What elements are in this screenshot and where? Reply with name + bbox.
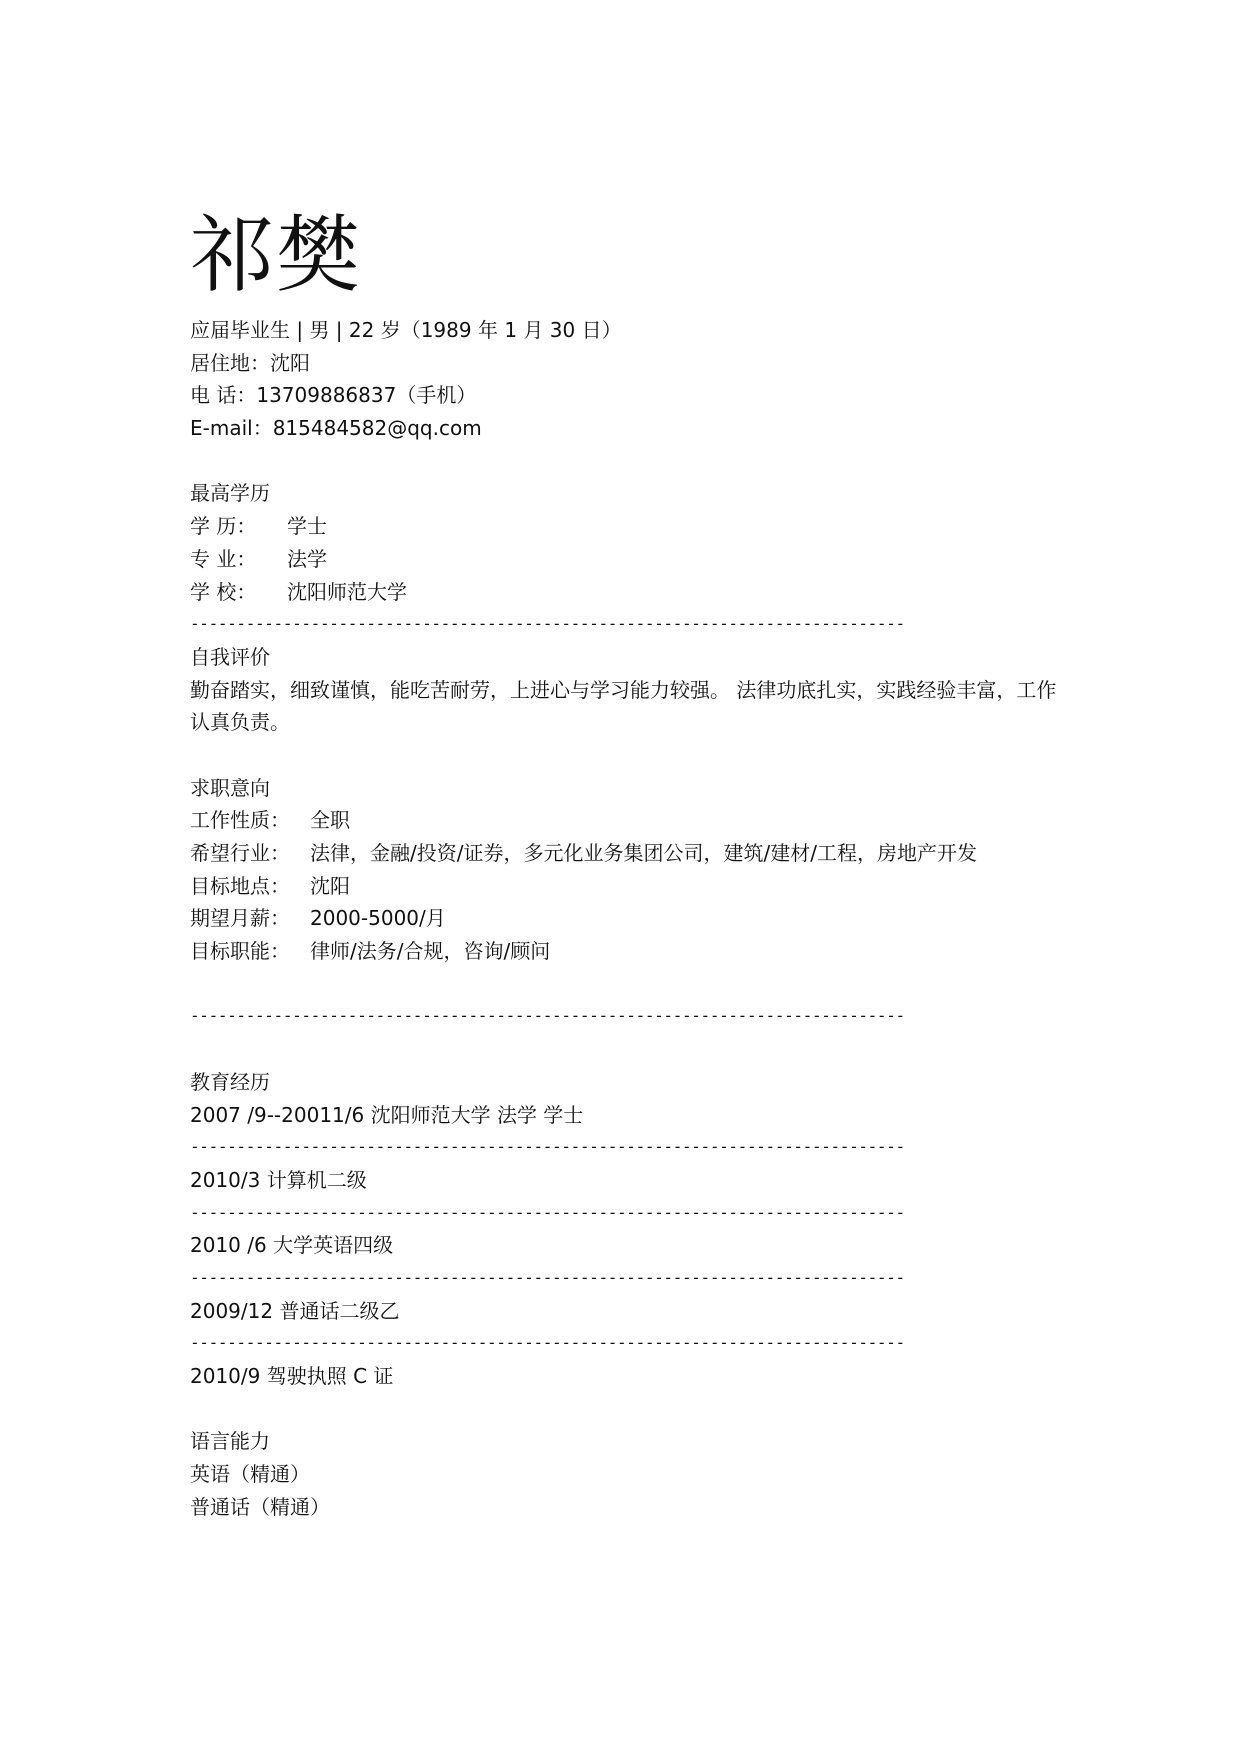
resume-name: 祁樊 (190, 206, 363, 304)
job-intent-location-label: 目标地点： (190, 873, 290, 898)
spacer (190, 445, 1090, 478)
job-intent-type-value: 全职 (310, 808, 350, 833)
separator-line: ----------------------------------------------------------------------------- (190, 1006, 905, 1026)
residence-line: 居住地：沈阳 (190, 350, 310, 375)
education-history-entry: 2010 /6 大学英语四级 (190, 1233, 394, 1258)
self-eval-text: 勤奋踏实，细致谨慎，能吃苦耐劳，上进心与学习能力较强。 法律功底扎实，实践经验丰富，工作认真负责。 (190, 677, 1057, 735)
top-education-school-row (190, 576, 1090, 609)
job-intent-type-row (190, 804, 1090, 837)
top-education-school-label: 学 校： (190, 579, 257, 604)
top-education-major-value: 法学 (287, 546, 327, 571)
top-education-degree-row (190, 510, 1090, 543)
job-intent-industry-row (190, 837, 1090, 870)
job-intent-industry-value: 法律，金融/投资/证券，多元化业务集团公司，建筑/建材/工程，房地产开发 (310, 841, 977, 866)
spacer (190, 1393, 1090, 1426)
section-title-language: 语言能力 (190, 1429, 270, 1454)
top-education-degree-label: 学 历： (190, 514, 257, 539)
job-intent-function-row (190, 935, 1090, 968)
section-title-education-history: 教育经历 (190, 1069, 270, 1094)
email-line: E-mail：815484582@qq.com (190, 416, 482, 441)
language-item: 英语（精通） (190, 1462, 310, 1487)
spacer (190, 739, 1090, 772)
job-intent-location-value: 沈阳 (310, 873, 350, 898)
job-intent-salary-row (190, 902, 1090, 935)
separator-line: ----------------------------------------------------------------------------- (190, 1202, 905, 1222)
section-title-job-intent: 求职意向 (190, 775, 270, 800)
job-intent-salary-label: 期望月薪： (190, 906, 290, 931)
top-education-major-label: 专 业： (190, 546, 257, 571)
section-title-self-eval: 自我评价 (190, 644, 270, 669)
education-history-entry: 2009/12 普通话二级乙 (190, 1298, 400, 1323)
job-intent-function-label: 目标职能： (190, 939, 290, 964)
top-education-degree-value: 学士 (287, 514, 327, 539)
education-history-entry: 2010/9 驾驶执照 C 证 (190, 1364, 394, 1389)
spacer (190, 968, 1090, 1001)
job-intent-location-row (190, 870, 1090, 903)
language-item: 普通话（精通） (190, 1494, 330, 1519)
separator-line: ----------------------------------------------------------------------------- (190, 614, 905, 634)
job-intent-industry-label: 希望行业： (190, 841, 290, 866)
top-education-school-value: 沈阳师范大学 (287, 579, 407, 604)
education-history-entry: 2007 /9--20011/6 沈阳师范大学 法学 学士 (190, 1102, 584, 1127)
job-intent-type-label: 工作性质： (190, 808, 290, 833)
resume-content (190, 314, 1090, 1523)
top-education-major-row (190, 543, 1090, 576)
separator-line: ----------------------------------------------------------------------------- (190, 1137, 905, 1157)
basic-summary-line: 应届毕业生 | 男 | 22 岁（1989 年 1 月 30 日） (190, 318, 622, 342)
job-intent-salary-value: 2000-5000/月 (310, 906, 446, 931)
spacer (190, 1033, 1090, 1066)
separator-line: ----------------------------------------------------------------------------- (190, 1267, 905, 1287)
section-title-top-education: 最高学历 (190, 481, 270, 506)
education-history-entry: 2010/3 计算机二级 (190, 1167, 367, 1192)
separator-line: ----------------------------------------------------------------------------- (190, 1333, 905, 1353)
phone-line: 电 话：13709886837（手机） (190, 383, 477, 408)
job-intent-function-value: 律师/法务/合规，咨询/顾问 (310, 939, 551, 964)
